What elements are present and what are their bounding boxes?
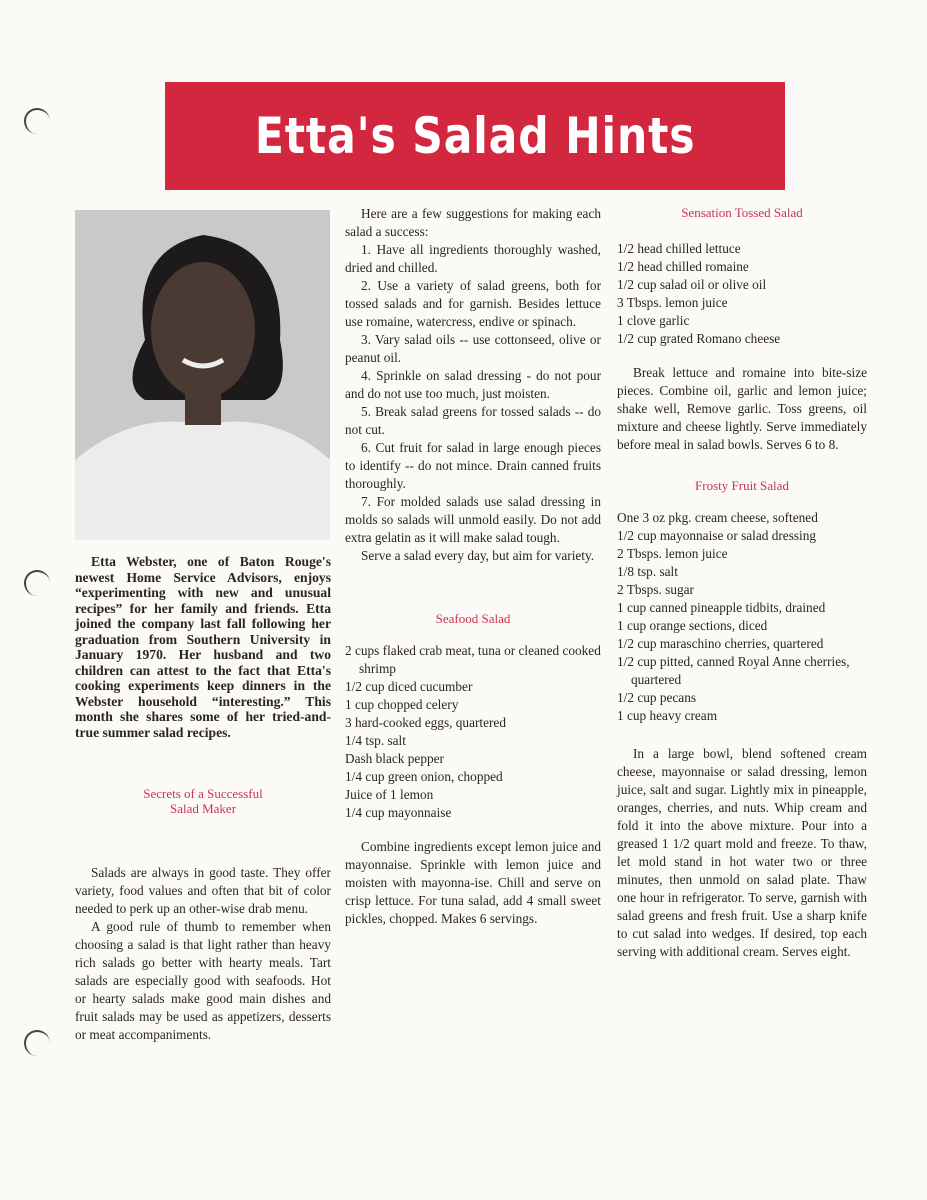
- ingredient: 2 cups flaked crab meat, tuna or cleaned cooked shrimp: [345, 643, 601, 676]
- paragraph: A good rule of thumb to remember when choosing a salad is that light rather than heavy rich salads go better with hearty meals. Tart salads are especially good with seafoods. Hot or hearty salads make good main dishes and fruit salads may be used as appetizers, desserts or meat accompaniments.: [75, 919, 331, 1042]
- intro: Here are a few suggestions for making each salad a success:: [345, 206, 601, 239]
- tossed-ingredients: [617, 240, 867, 348]
- suggestion: 7. For molded salads use salad dressing in molds so salads will unmold easily. Do not add extra gelatin as it will make salad tough.: [345, 494, 601, 545]
- seafood-ingredients: [345, 642, 601, 822]
- ingredient: 1 cup heavy cream: [617, 708, 718, 723]
- title-banner: [165, 82, 785, 190]
- suggestion: Serve a salad every day, but aim for variety.: [361, 548, 595, 563]
- column-middle: [345, 205, 601, 928]
- ingredient: Dash black pepper: [345, 751, 444, 766]
- column-right: [617, 205, 867, 961]
- suggestion: 5. Break salad greens for tossed salads -- do not cut.: [345, 404, 601, 437]
- suggestion: 4. Sprinkle on salad dressing - do not pour and do not use too much, just moisten.: [345, 368, 601, 401]
- page-title: Etta's Salad Hints: [254, 107, 696, 165]
- frosty-directions: In a large bowl, blend softened cream cheese, mayonnaise or salad dressing, lemon juice, salt and sugar. Lightly mix in pineapple, oranges, cherries, and nuts. Whip cream and fold it into the above mixture. Pour into a greased 1 1/2 quart mold and freeze. To thaw, let mold stand in hot water two or three minutes, then unmold on salad plate. Thaw one hour in refrigerator. To serve, garnish with salad greens and fresh fruit. Use a sharp knife to cut salad into wedges. If desired, top each serving with additional cream. Serves eight.: [617, 746, 867, 959]
- binder-hole-icon: [24, 108, 50, 134]
- ingredient: 1/2 cup maraschino cherries, quartered: [617, 636, 824, 651]
- ingredient: 1/4 cup green onion, chopped: [345, 769, 503, 784]
- photo-caption: Etta Webster, one of Baton Rouge's newest Home Service Advisors, enjoys “experimenting with new and unusual recipes” for her family and friends. Etta joined the company last fall following her graduation from Southern University in January 1970. Her husband and two children can attest to the fact that Etta's cooking experiments keep dinners in the Webster household “interesting.” This month she shares some of her tried-and-true summer salad recipes.: [75, 554, 331, 740]
- ingredient: 3 Tbsps. lemon juice: [617, 295, 728, 310]
- ingredient: 1/2 head chilled lettuce: [617, 241, 741, 256]
- seafood-directions: Combine ingredients except lemon juice and mayonnaise. Sprinkle with lemon juice and moisten with mayonna-ise. Chill and serve on crisp lettuce. For tuna salad, add 4 small sweet pickles, chopped. Makes 6 servings.: [345, 839, 601, 926]
- column-left: [75, 554, 331, 1044]
- paragraph: Salads are always in good taste. They offer variety, food values and often that bit of color needed to perk up an other-wise drab menu.: [75, 865, 331, 916]
- binder-hole-icon: [24, 570, 50, 596]
- ingredient: 1 cup chopped celery: [345, 697, 459, 712]
- suggestion: 6. Cut fruit for salad in large enough pieces to identify -- do not mince. Drain canned fruits thoroughly.: [345, 440, 601, 491]
- tossed-heading: Sensation Tossed Salad: [681, 205, 803, 220]
- ingredient: 1 cup canned pineapple tidbits, drained: [617, 600, 826, 615]
- ingredient: Juice of 1 lemon: [345, 787, 434, 802]
- ingredient: 1 clove garlic: [617, 313, 690, 328]
- heading-line: Salad Maker: [169, 801, 237, 816]
- ingredient: 3 hard-cooked eggs, quartered: [345, 715, 506, 730]
- ingredient: 1/2 cup grated Romano cheese: [617, 331, 781, 346]
- seafood-heading: Seafood Salad: [435, 611, 511, 626]
- ingredient: 1/2 cup pecans: [617, 690, 697, 705]
- secrets-heading: [75, 786, 331, 816]
- ingredient: 1/2 cup diced cucumber: [345, 679, 473, 694]
- ingredient: 2 Tbsps. sugar: [617, 582, 694, 597]
- suggestion: 2. Use a variety of salad greens, both for tossed salads and for garnish. Besides lettuce use romaine, watercress, endive or spinach.: [345, 278, 601, 329]
- frosty-heading: Frosty Fruit Salad: [695, 478, 789, 493]
- frosty-ingredients: [617, 509, 867, 725]
- binder-hole-icon: [24, 1030, 50, 1056]
- ingredient: 1/2 cup salad oil or olive oil: [617, 277, 767, 292]
- ingredient: One 3 oz pkg. cream cheese, softened: [617, 510, 818, 525]
- portrait-photo: [75, 210, 330, 540]
- ingredient: 1/2 cup pitted, canned Royal Anne cherries, quartered: [617, 654, 850, 687]
- suggestion: 1. Have all ingredients thoroughly washed, dried and chilled.: [345, 242, 601, 275]
- ingredient: 1 cup orange sections, diced: [617, 618, 768, 633]
- ingredient: 1/8 tsp. salt: [617, 564, 678, 579]
- ingredient: 2 Tbsps. lemon juice: [617, 546, 728, 561]
- heading-line: Secrets of a Successful: [143, 786, 263, 801]
- ingredient: 1/2 cup mayonnaise or salad dressing: [617, 528, 817, 543]
- ingredient: 1/4 tsp. salt: [345, 733, 406, 748]
- ingredient: 1/2 head chilled romaine: [617, 259, 749, 274]
- suggestion: 3. Vary salad oils -- use cottonseed, olive or peanut oil.: [345, 332, 601, 365]
- ingredient: 1/4 cup mayonnaise: [345, 805, 452, 820]
- tossed-directions: Break lettuce and romaine into bite-size pieces. Combine oil, garlic and lemon juice; shake well, Remove garlic. Toss greens, oil mixture and cheese lightly. Serve immediately before meal in salad bowls. Serves 6 to 8.: [617, 365, 867, 452]
